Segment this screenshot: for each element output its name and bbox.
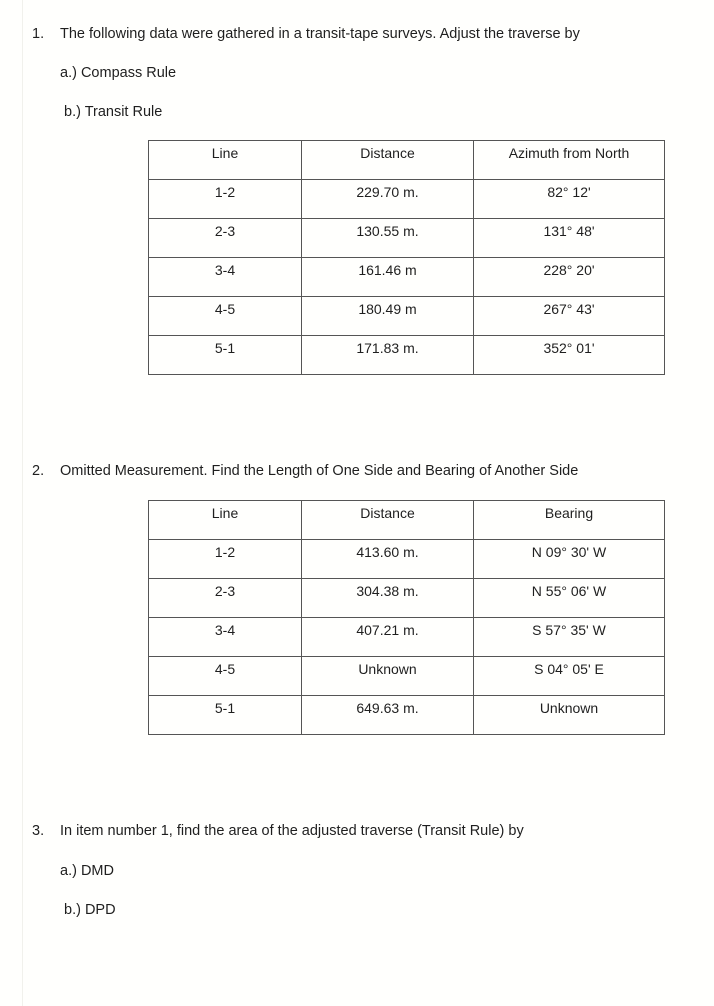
header-line: Line [149, 141, 302, 180]
q1-option-b: b.) Transit Rule [64, 104, 163, 120]
table-row [149, 540, 665, 579]
cell-line: 4-5 [149, 297, 302, 336]
table-row [149, 258, 665, 297]
header-distance: Distance [302, 501, 474, 540]
header-distance: Distance [302, 141, 474, 180]
table-row [149, 297, 665, 336]
cell-bearing: N 09° 30' W [474, 540, 665, 579]
cell-line: 1-2 [149, 180, 302, 219]
table-row [149, 336, 665, 375]
header-line: Line [149, 501, 302, 540]
cell-line: 3-4 [149, 618, 302, 657]
q3-number: 3. [32, 823, 45, 839]
table-header-row [149, 501, 665, 540]
cell-bearing: S 04° 05' E [474, 657, 665, 696]
cell-bearing: N 55° 06' W [474, 579, 665, 618]
table-row [149, 696, 665, 735]
cell-distance: 161.46 m [302, 258, 474, 297]
cell-distance: 304.38 m. [302, 579, 474, 618]
q3-option-b: b.) DPD [64, 902, 116, 918]
cell-line: 4-5 [149, 657, 302, 696]
cell-azimuth: 131° 48' [474, 219, 665, 258]
cell-line: 1-2 [149, 540, 302, 579]
cell-azimuth: 267° 43' [474, 297, 665, 336]
table-row [149, 180, 665, 219]
cell-distance: 229.70 m. [302, 180, 474, 219]
cell-distance: 180.49 m [302, 297, 474, 336]
table-row [149, 219, 665, 258]
q1-number: 1. [32, 26, 45, 42]
cell-distance: Unknown [302, 657, 474, 696]
cell-bearing: S 57° 35' W [474, 618, 665, 657]
q1-table [148, 140, 665, 375]
q2-text: Omitted Measurement. Find the Length of One Side and Bearing of Another Side [60, 463, 579, 479]
cell-line: 5-1 [149, 696, 302, 735]
cell-distance: 171.83 m. [302, 336, 474, 375]
page-edge [22, 0, 23, 1006]
cell-line: 2-3 [149, 219, 302, 258]
cell-line: 5-1 [149, 336, 302, 375]
q2-table [148, 500, 665, 735]
header-bearing: Bearing [474, 501, 665, 540]
cell-distance: 130.55 m. [302, 219, 474, 258]
cell-line: 2-3 [149, 579, 302, 618]
cell-azimuth: 228° 20' [474, 258, 665, 297]
q1-text: The following data were gathered in a transit-tape surveys. Adjust the traverse by [60, 26, 580, 42]
cell-azimuth: 352° 01' [474, 336, 665, 375]
table-header-row [149, 141, 665, 180]
cell-distance: 407.21 m. [302, 618, 474, 657]
cell-azimuth: 82° 12' [474, 180, 665, 219]
q3-text: In item number 1, find the area of the adjusted traverse (Transit Rule) by [60, 823, 524, 839]
header-azimuth: Azimuth from North [474, 141, 665, 180]
table-row [149, 618, 665, 657]
cell-distance: 649.63 m. [302, 696, 474, 735]
cell-bearing: Unknown [474, 696, 665, 735]
q3-option-a: a.) DMD [60, 863, 114, 879]
cell-distance: 413.60 m. [302, 540, 474, 579]
table-row [149, 579, 665, 618]
table-row [149, 657, 665, 696]
q2-number: 2. [32, 463, 45, 479]
q1-option-a: a.) Compass Rule [60, 65, 177, 81]
cell-line: 3-4 [149, 258, 302, 297]
